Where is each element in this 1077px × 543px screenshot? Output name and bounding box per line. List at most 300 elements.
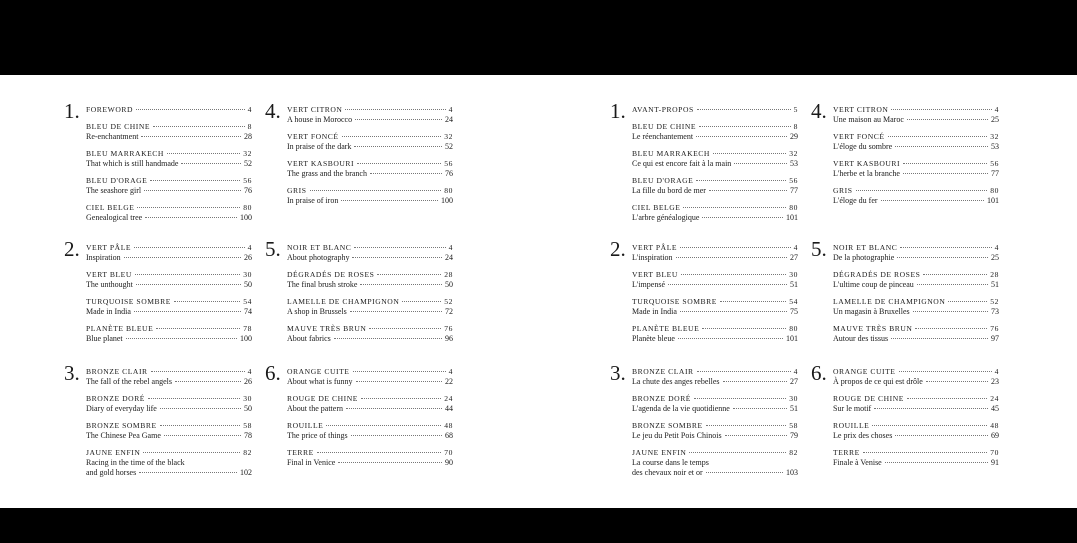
toc-entry <box>632 421 798 441</box>
toc-entry <box>632 270 798 290</box>
dot-leader <box>136 104 245 110</box>
toc-entry <box>287 186 453 206</box>
chapter-heading-title: BRONZE DORÉ <box>86 394 145 403</box>
chapter-heading-title: MAUVE TRÈS BRUN <box>833 324 913 333</box>
toc-entry <box>86 122 252 142</box>
dot-leader <box>346 403 442 409</box>
chapter-heading-page-number: 8 <box>247 122 252 131</box>
chapter-subtitle-title: L'inspiration <box>632 253 673 262</box>
dot-leader <box>357 158 441 164</box>
chapter-heading-title: BRONZE CLAIR <box>632 367 694 376</box>
dot-leader <box>402 296 441 302</box>
chapter-subtitle-title: L'ultime coup de pinceau <box>833 280 914 289</box>
chapter-subtitle <box>86 377 252 387</box>
dot-leader <box>913 306 988 312</box>
section-entries <box>287 105 453 213</box>
chapter-heading-page-number: 80 <box>243 203 252 212</box>
chapter-heading-page-number: 82 <box>789 448 798 457</box>
chapter-subtitle-title: The price of things <box>287 431 348 440</box>
chapter-heading-title: ROUGE DE CHINE <box>287 394 358 403</box>
chapter-subtitle-title: De la photographie <box>833 253 895 262</box>
chapter-subtitle <box>833 253 999 263</box>
chapter-heading-page-number: 4 <box>448 105 453 114</box>
chapter-subtitle <box>632 280 798 290</box>
chapter-heading-page-number: 4 <box>448 367 453 376</box>
chapter-subtitle-title: L'impensé <box>632 280 665 289</box>
chapter-heading-page-number: 78 <box>243 324 252 333</box>
chapter-subtitle <box>86 404 252 414</box>
section-entries <box>833 105 999 213</box>
chapter-subtitle-page-number: 50 <box>445 280 453 289</box>
dot-leader <box>150 175 240 181</box>
chapter-heading-title: DÉGRADÉS DE ROSES <box>833 270 921 279</box>
chapter-subtitle-page-number: 25 <box>991 115 999 124</box>
chapter-subtitle-page-number: 22 <box>445 377 453 386</box>
chapter-subtitle-title: and gold horses <box>86 468 137 477</box>
chapter-subtitle-title: La chute des anges rebelles <box>632 377 720 386</box>
chapter-subtitle-title: About what is funny <box>287 377 353 386</box>
chapter-subtitle-title: The seashore girl <box>86 186 142 195</box>
dot-leader <box>188 457 249 463</box>
chapter-subtitle-title: About fabrics <box>287 334 331 343</box>
toc-entry <box>287 324 453 344</box>
chapter-heading-title: BLEU MARRAKECH <box>86 149 164 158</box>
chapter-subtitle <box>86 468 252 478</box>
chapter-heading-page-number: 24 <box>990 394 999 403</box>
dot-leader <box>352 252 442 258</box>
dot-leader <box>338 457 442 463</box>
dot-leader <box>341 195 438 201</box>
dot-leader <box>888 131 988 137</box>
chapter-subtitle <box>86 334 252 344</box>
chapter-subtitle-title: Sur le motif <box>833 404 872 413</box>
dot-leader <box>702 323 786 329</box>
chapter-heading-page-number: 76 <box>444 324 453 333</box>
chapter-subtitle-title: Une maison au Maroc <box>833 115 904 124</box>
dot-leader <box>713 148 786 154</box>
chapter-subtitle-page-number: 97 <box>991 334 999 343</box>
chapter-subtitle-title: Le prix des choses <box>833 431 893 440</box>
toc-entry <box>632 149 798 169</box>
dot-leader <box>723 376 787 382</box>
chapter-subtitle <box>632 377 798 387</box>
chapter-subtitle-page-number: 50 <box>244 404 252 413</box>
section-entries <box>86 243 252 351</box>
chapter-heading-page-number: 5 <box>793 105 798 114</box>
chapter-subtitle <box>833 458 999 468</box>
toc-entry <box>833 448 999 468</box>
dot-leader <box>903 158 987 164</box>
chapter-subtitle-title: Racing in the time of the black <box>86 458 185 467</box>
dot-leader <box>353 366 446 372</box>
section-number: 2. <box>64 237 80 261</box>
toc-entry <box>632 105 798 115</box>
dot-leader <box>174 296 240 302</box>
chapter-subtitle <box>287 115 453 125</box>
chapter-heading-page-number: 24 <box>444 394 453 403</box>
chapter-heading-title: ORANGE CUITE <box>833 367 896 376</box>
chapter-heading-title: VERT BLEU <box>86 270 132 279</box>
chapter-subtitle <box>833 404 999 414</box>
chapter-heading-page-number: 4 <box>448 243 453 252</box>
dot-leader <box>668 279 787 285</box>
dot-leader <box>156 323 240 329</box>
dot-leader <box>676 252 787 258</box>
chapter-subtitle <box>632 159 798 169</box>
dot-leader <box>907 393 987 399</box>
chapter-subtitle-title: À propos de ce qui est drôle <box>833 377 923 386</box>
chapter-heading-title: JAUNE ENFIN <box>632 448 687 457</box>
dot-leader <box>134 306 241 312</box>
dot-leader <box>699 121 791 127</box>
chapter-subtitle <box>833 377 999 387</box>
chapter-subtitle-title: La course dans le temps <box>632 458 709 467</box>
chapter-subtitle <box>632 253 798 263</box>
chapter-heading-title: VERT BLEU <box>632 270 678 279</box>
chapter-subtitle-page-number: 101 <box>987 196 999 205</box>
toc-entry <box>287 394 453 414</box>
dot-leader <box>696 175 786 181</box>
chapter-subtitle <box>287 280 453 290</box>
toc-entry <box>833 297 999 317</box>
dot-leader <box>680 242 791 248</box>
dot-leader <box>891 333 988 339</box>
chapter-heading-page-number: 80 <box>789 203 798 212</box>
dot-leader <box>863 447 988 453</box>
toc-entry <box>632 176 798 196</box>
chapter-subtitle <box>833 142 999 152</box>
chapter-subtitle-page-number: 76 <box>445 169 453 178</box>
bottom-black-band <box>0 508 1077 543</box>
chapter-subtitle-title: Un magasin à Bruxelles <box>833 307 910 316</box>
toc-entry <box>86 105 252 115</box>
toc-entry <box>86 176 252 196</box>
toc-entry <box>833 105 999 125</box>
toc-entry <box>86 394 252 414</box>
chapter-heading-page-number: 80 <box>789 324 798 333</box>
chapter-subtitle-title: Diary of everyday life <box>86 404 157 413</box>
chapter-heading-title: VERT KASBOURI <box>287 159 355 168</box>
dot-leader <box>689 447 786 453</box>
chapter-subtitle-page-number: 23 <box>991 377 999 386</box>
dot-leader <box>361 393 441 399</box>
chapter-subtitle-page-number: 100 <box>240 334 252 343</box>
chapter-subtitle-page-number: 45 <box>991 404 999 413</box>
toc-entry <box>287 448 453 468</box>
chapter-heading-page-number: 30 <box>789 394 798 403</box>
chapter-subtitle-title: The Chinese Pea Game <box>86 431 161 440</box>
chapter-subtitle <box>86 307 252 317</box>
section-entries <box>632 105 798 230</box>
chapter-heading-title: LAMELLE DE CHAMPIGNON <box>833 297 946 306</box>
dot-leader <box>160 420 241 426</box>
dot-leader <box>342 131 442 137</box>
dot-leader <box>175 376 241 382</box>
chapter-heading-page-number: 70 <box>444 448 453 457</box>
chapter-heading-title: LAMELLE DE CHAMPIGNON <box>287 297 400 306</box>
chapter-subtitle-page-number: 101 <box>786 213 798 222</box>
chapter-heading-page-number: 4 <box>247 105 252 114</box>
chapter-heading-page-number: 58 <box>243 421 252 430</box>
chapter-subtitle-page-number: 28 <box>244 132 252 141</box>
chapter-heading-page-number: 76 <box>990 324 999 333</box>
dot-leader <box>881 195 984 201</box>
section-number: 3. <box>610 361 626 385</box>
toc-entry <box>632 122 798 142</box>
chapter-subtitle <box>86 159 252 169</box>
chapter-heading-title: GRIS <box>287 186 307 195</box>
toc-entry <box>632 203 798 223</box>
chapter-heading-page-number: 52 <box>444 297 453 306</box>
chapter-heading-title: BLEU D'ORAGE <box>86 176 148 185</box>
chapter-subtitle-title: La fille du bord de mer <box>632 186 706 195</box>
dot-leader <box>144 185 241 191</box>
toc-entry <box>632 297 798 317</box>
dot-leader <box>681 269 786 275</box>
dot-leader <box>895 430 988 436</box>
chapter-subtitle <box>287 431 453 441</box>
toc-entry <box>287 243 453 263</box>
chapter-heading-title: PLANÈTE BLEUE <box>632 324 700 333</box>
chapter-subtitle <box>287 458 453 468</box>
chapter-subtitle-page-number: 79 <box>790 431 798 440</box>
dot-leader <box>895 141 988 147</box>
dot-leader <box>709 185 787 191</box>
chapter-heading-page-number: 80 <box>444 186 453 195</box>
section-number: 4. <box>265 99 281 123</box>
chapter-subtitle-title: L'agenda de la vie quotidienne <box>632 404 730 413</box>
chapter-heading-page-number: 28 <box>444 270 453 279</box>
dot-leader <box>907 114 988 120</box>
chapter-heading-title: VERT PÂLE <box>632 243 678 252</box>
chapter-subtitle-page-number: 91 <box>991 458 999 467</box>
dot-leader <box>948 296 987 302</box>
toc-entry <box>86 270 252 290</box>
toc-entry <box>833 270 999 290</box>
dot-leader <box>356 376 442 382</box>
chapter-heading-title: ORANGE CUITE <box>287 367 350 376</box>
dot-leader <box>370 168 442 174</box>
chapter-heading-page-number: 4 <box>793 367 798 376</box>
toc-entry <box>632 324 798 344</box>
chapter-subtitle-page-number: 76 <box>244 186 252 195</box>
chapter-subtitle-title: About the pattern <box>287 404 343 413</box>
chapter-heading-page-number: 54 <box>243 297 252 306</box>
chapter-heading-page-number: 56 <box>243 176 252 185</box>
chapter-subtitle-page-number: 52 <box>244 159 252 168</box>
chapter-heading-page-number: 4 <box>994 243 999 252</box>
chapter-subtitle <box>86 431 252 441</box>
chapter-subtitle-page-number: 72 <box>445 307 453 316</box>
chapter-heading-title: BRONZE SOMBRE <box>86 421 157 430</box>
chapter-heading-page-number: 30 <box>243 270 252 279</box>
chapter-heading-page-number: 4 <box>247 243 252 252</box>
chapter-heading-title: BLEU DE CHINE <box>86 122 151 131</box>
toc-entry <box>833 243 999 263</box>
chapter-subtitle <box>287 404 453 414</box>
chapter-heading-page-number: 82 <box>243 448 252 457</box>
chapter-subtitle <box>86 132 252 142</box>
chapter-heading-title: PLANÈTE BLEUE <box>86 324 154 333</box>
chapter-heading-title: TERRE <box>833 448 860 457</box>
dot-leader <box>702 212 783 218</box>
dot-leader <box>354 141 442 147</box>
chapter-heading-title: BRONZE DORÉ <box>632 394 691 403</box>
toc-entry <box>86 324 252 344</box>
dot-leader <box>145 212 237 218</box>
chapter-subtitle-page-number: 52 <box>445 142 453 151</box>
chapter-heading-page-number: 32 <box>243 149 252 158</box>
table-of-contents-spread <box>0 75 1077 508</box>
chapter-heading-page-number: 32 <box>789 149 798 158</box>
chapter-heading-page-number: 4 <box>994 105 999 114</box>
dot-leader <box>706 467 783 473</box>
dot-leader <box>126 333 237 339</box>
dot-leader <box>167 148 240 154</box>
chapter-heading-title: NOIR ET BLANC <box>287 243 352 252</box>
toc-entry <box>86 421 252 441</box>
chapter-subtitle-title: Final in Venice <box>287 458 336 467</box>
dot-leader <box>135 269 240 275</box>
toc-entry <box>287 105 453 125</box>
chapter-heading-title: GRIS <box>833 186 853 195</box>
section-number: 1. <box>610 99 626 123</box>
chapter-subtitle <box>833 280 999 290</box>
chapter-heading-page-number: 48 <box>444 421 453 430</box>
chapter-heading-page-number: 4 <box>247 367 252 376</box>
dot-leader <box>891 104 991 110</box>
chapter-heading-page-number: 48 <box>990 421 999 430</box>
chapter-subtitle-title: L'éloge du sombre <box>833 142 893 151</box>
chapter-heading-title: MAUVE TRÈS BRUN <box>287 324 367 333</box>
chapter-subtitle-title: L'arbre généalogique <box>632 213 700 222</box>
chapter-subtitle-page-number: 102 <box>240 468 252 477</box>
chapter-heading-title: VERT CITRON <box>833 105 889 114</box>
dot-leader <box>377 269 441 275</box>
chapter-subtitle-title: Blue planet <box>86 334 123 343</box>
chapter-subtitle-page-number: 68 <box>445 431 453 440</box>
dot-leader <box>164 430 241 436</box>
toc-entry <box>86 448 252 478</box>
top-black-band <box>0 0 1077 75</box>
chapter-subtitle-page-number: 103 <box>786 468 798 477</box>
section-entries <box>632 243 798 351</box>
chapter-subtitle-page-number: 74 <box>244 307 252 316</box>
chapter-subtitle-page-number: 24 <box>445 253 453 262</box>
chapter-heading-page-number: 4 <box>793 243 798 252</box>
chapter-subtitle-title: The final brush stroke <box>287 280 358 289</box>
chapter-heading-title: FOREWORD <box>86 105 134 114</box>
chapter-heading-page-number: 4 <box>994 367 999 376</box>
dot-leader <box>683 202 786 208</box>
chapter-heading-title: JAUNE ENFIN <box>86 448 141 457</box>
chapter-subtitle-page-number: 77 <box>790 186 798 195</box>
chapter-subtitle-title: Ce qui est encore fait à la main <box>632 159 732 168</box>
toc-entry <box>287 297 453 317</box>
chapter-subtitle <box>833 169 999 179</box>
chapter-subtitle <box>632 307 798 317</box>
dot-leader <box>350 306 442 312</box>
chapter-subtitle-page-number: 90 <box>445 458 453 467</box>
chapter-subtitle-title: A shop in Brussels <box>287 307 347 316</box>
chapter-subtitle-page-number: 53 <box>991 142 999 151</box>
section-entries <box>86 367 252 485</box>
chapter-subtitle <box>287 307 453 317</box>
dot-leader <box>725 430 787 436</box>
toc-entry <box>833 186 999 206</box>
dot-leader <box>139 467 237 473</box>
chapter-subtitle <box>632 334 798 344</box>
chapter-heading-title: BLEU D'ORAGE <box>632 176 694 185</box>
chapter-subtitle <box>833 115 999 125</box>
chapter-heading-page-number: 54 <box>789 297 798 306</box>
chapter-subtitle-page-number: 51 <box>991 280 999 289</box>
chapter-subtitle-page-number: 77 <box>991 169 999 178</box>
dot-leader <box>153 121 245 127</box>
chapter-subtitle-title: That which is still handmade <box>86 159 179 168</box>
chapter-subtitle-title: Made in India <box>86 307 131 316</box>
chapter-subtitle-title: Genealogical tree <box>86 213 143 222</box>
chapter-heading <box>632 105 798 115</box>
dot-leader <box>694 393 786 399</box>
toc-entry <box>287 132 453 152</box>
chapter-subtitle-page-number: 101 <box>786 334 798 343</box>
chapter-heading-title: CIEL BELGE <box>86 203 135 212</box>
dot-leader <box>900 242 991 248</box>
dot-leader <box>151 366 245 372</box>
toc-entry <box>833 394 999 414</box>
chapter-heading <box>86 105 252 115</box>
dot-leader <box>903 168 988 174</box>
dot-leader <box>915 323 987 329</box>
toc-entry <box>833 132 999 152</box>
dot-leader <box>124 252 241 258</box>
chapter-subtitle-page-number: 25 <box>991 253 999 262</box>
section-entries <box>86 105 252 230</box>
chapter-heading-title: VERT FONCÉ <box>287 132 339 141</box>
chapter-subtitle-page-number: 26 <box>244 253 252 262</box>
chapter-heading-page-number: 8 <box>793 122 798 131</box>
toc-entry <box>86 367 252 387</box>
section-entries <box>287 243 453 351</box>
chapter-heading-page-number: 30 <box>243 394 252 403</box>
chapter-heading-title: TURQUOISE SOMBRE <box>632 297 717 306</box>
chapter-subtitle <box>287 334 453 344</box>
chapter-heading-title: ROUILLE <box>287 421 324 430</box>
dot-leader <box>885 457 988 463</box>
chapter-heading-page-number: 70 <box>990 448 999 457</box>
chapter-heading-title: BLEU MARRAKECH <box>632 149 710 158</box>
dot-leader <box>141 131 241 137</box>
chapter-subtitle-title: Made in India <box>632 307 677 316</box>
toc-entry <box>86 243 252 263</box>
chapter-subtitle <box>632 186 798 196</box>
toc-entry <box>833 421 999 441</box>
chapter-heading-title: TERRE <box>287 448 314 457</box>
chapter-subtitle <box>632 213 798 223</box>
chapter-subtitle-page-number: 78 <box>244 431 252 440</box>
chapter-subtitle <box>632 404 798 414</box>
dot-leader <box>856 185 988 191</box>
chapter-subtitle-title: des chevaux noir et or <box>632 468 703 477</box>
section-number: 1. <box>64 99 80 123</box>
chapter-subtitle-page-number: 75 <box>790 307 798 316</box>
chapter-subtitle-page-number: 27 <box>790 377 798 386</box>
dot-leader <box>874 403 988 409</box>
chapter-subtitle <box>833 196 999 206</box>
section-entries <box>833 243 999 351</box>
chapter-heading-page-number: 56 <box>444 159 453 168</box>
